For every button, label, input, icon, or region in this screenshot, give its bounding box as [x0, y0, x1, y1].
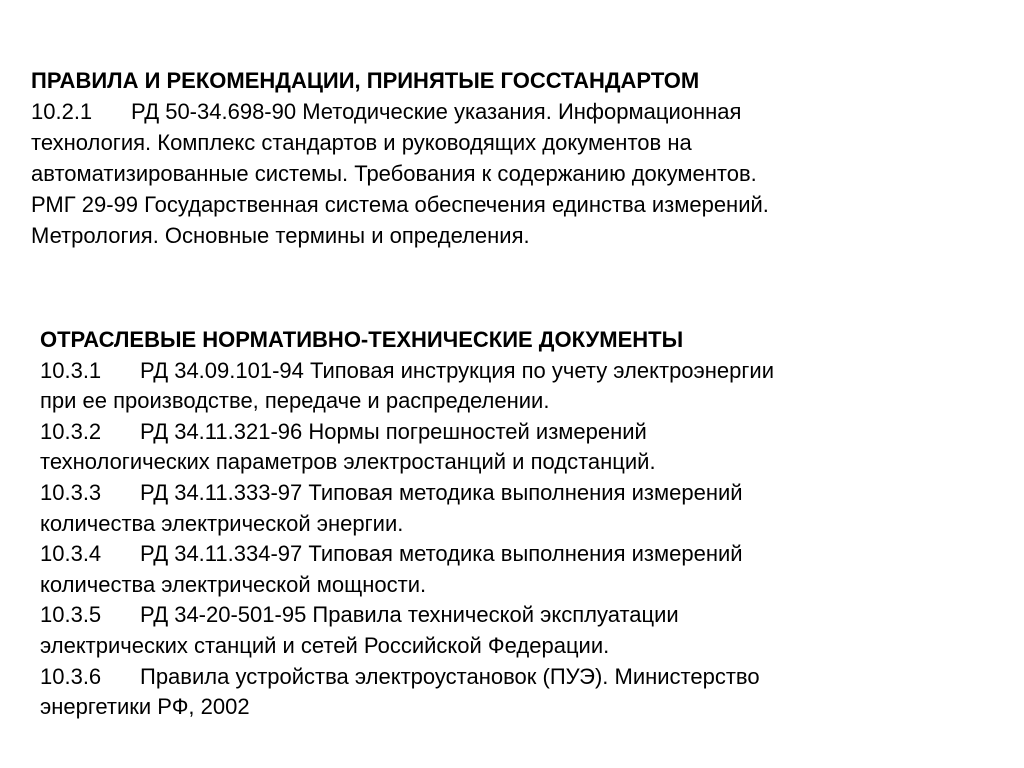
item-text-line: Метрология. Основные термины и определения. [31, 223, 530, 248]
item-text-line: количества электрической энергии. [40, 510, 404, 536]
item-text-line: электрических станций и сетей Российской Федерации. [40, 632, 610, 658]
list-item-first-line [40, 539, 1000, 570]
item-text: РД 34.11.321-96 Нормы погрешностей измерений [140, 418, 647, 444]
item-number: 10.3.2 [40, 418, 102, 444]
item-number: 10.2.1 [31, 99, 93, 124]
list-item-first-line [40, 417, 1000, 448]
item-text-line: при ее производстве, передаче и распределении. [40, 388, 550, 414]
item-number: 10.3.1 [40, 357, 102, 383]
item-text: РД 34.09.101-94 Типовая инструкция по учету электроэнергии [140, 357, 774, 383]
section-gosstandart [31, 65, 1001, 251]
list-item-first-line [40, 478, 1000, 509]
section-heading: ОТРАСЛЕВЫЕ НОРМАТИВНО-ТЕХНИЧЕСКИЕ ДОКУМЕНТЫ [40, 327, 684, 352]
item-number: 10.3.5 [40, 602, 102, 628]
item-number: 10.3.3 [40, 479, 102, 505]
list-item-first-line [40, 662, 1000, 693]
item-text: Правила устройства электроустановок (ПУЭ). Министерство [140, 663, 760, 689]
item-text: РД 34.11.334-97 Типовая методика выполнения измерений [140, 541, 743, 567]
item-text-line: автоматизированные системы. Требования к содержанию документов. [31, 161, 757, 186]
item-text-line: энергетики РФ, 2002 [40, 694, 250, 720]
item-text: РД 34.11.333-97 Типовая методика выполнения измерений [140, 479, 743, 505]
item-text-line: технологических параметров электростанций и подстанций. [40, 449, 656, 475]
item-text-line: количества электрической мощности. [40, 571, 427, 597]
item-number: 10.3.6 [40, 663, 102, 689]
list-item-first-line [31, 96, 1001, 127]
section-heading: ПРАВИЛА И РЕКОМЕНДАЦИИ, ПРИНЯТЫЕ ГОССТАНДАРТОМ [31, 68, 700, 93]
item-text: РД 34-20-501-95 Правила технической эксплуатации [140, 602, 679, 628]
section-industry-docs [40, 325, 1000, 723]
list-item-first-line [40, 600, 1000, 631]
item-text: РД 50-34.698-90 Методические указания. Информационная [131, 99, 742, 124]
item-text-line: РМГ 29-99 Государственная система обеспечения единства измерений. [31, 192, 769, 217]
item-number: 10.3.4 [40, 541, 102, 567]
item-text-line: технология. Комплекс стандартов и руководящих документов на [31, 130, 692, 155]
list-item-first-line [40, 356, 1000, 387]
